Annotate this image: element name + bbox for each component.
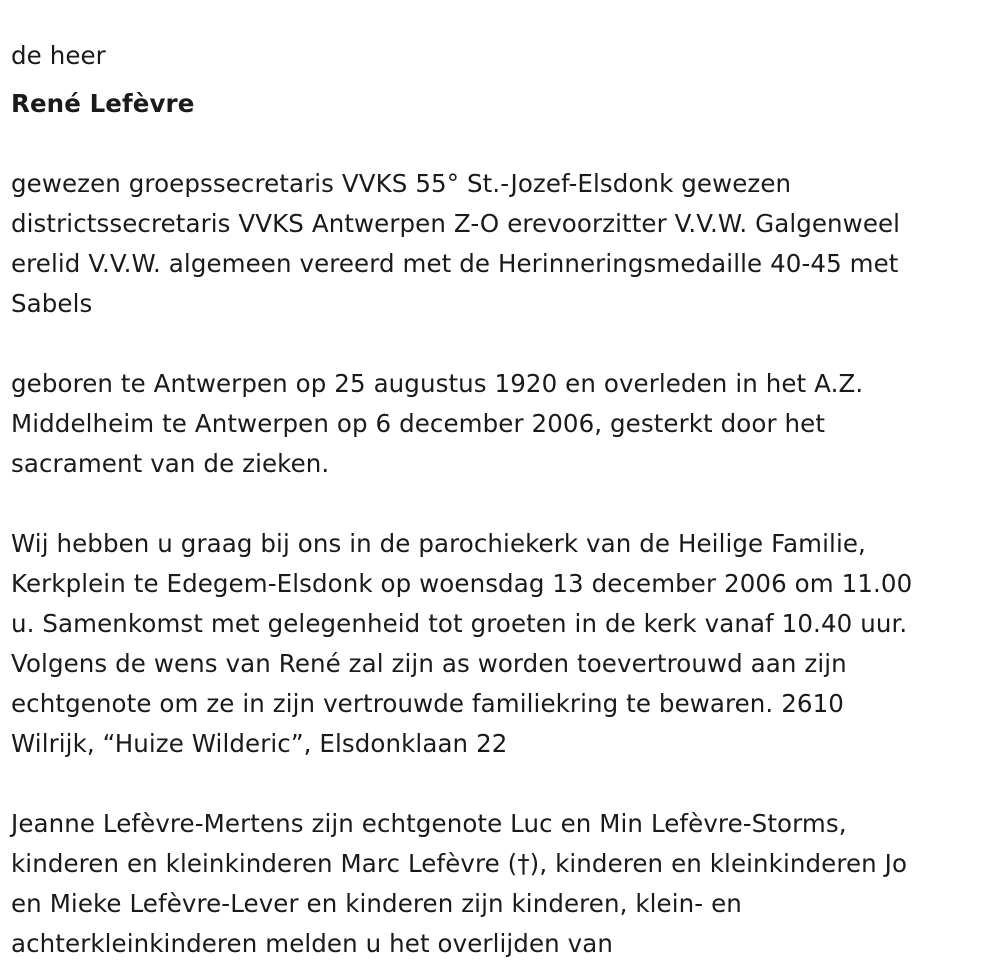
ceremony-line: Wij hebben u graag bij ons in de parochiekerk van de Heilige Familie, xyxy=(11,529,866,558)
ceremony-line: echtgenote om ze in zijn vertrouwde familiekring te bewaren. 2610 xyxy=(11,689,844,718)
birth-death-line: Middelheim te Antwerpen op 6 december 2006, gesterkt door het xyxy=(11,409,826,438)
functions-line: Sabels xyxy=(11,289,93,318)
family-line: Jeanne Lefèvre-Mertens zijn echtgenote Luc en Min Lefèvre-Storms, xyxy=(11,809,847,838)
birth-death-line: sacrament van de zieken. xyxy=(11,449,330,478)
functions-line: districtssecretaris VVKS Antwerpen Z-O erevoorzitter V.V.W. Galgenweel xyxy=(11,209,901,238)
ceremony-line: Kerkplein te Edegem-Elsdonk op woensdag 13 december 2006 om 11.00 xyxy=(11,569,913,598)
family-line: kinderen en kleinkinderen Marc Lefèvre (†), kinderen en kleinkinderen Jo xyxy=(11,849,908,878)
ceremony-line: Volgens de wens van René zal zijn as worden toevertrouwd aan zijn xyxy=(11,649,847,678)
functions-line: gewezen groepssecretaris VVKS 55° St.-Jozef-Elsdonk gewezen xyxy=(11,169,792,198)
deceased-name: René Lefèvre xyxy=(11,89,195,118)
family-line: achterkleinkinderen melden u het overlijden van xyxy=(11,929,613,958)
family-line: en Mieke Lefèvre-Lever en kinderen zijn kinderen, klein- en xyxy=(11,889,742,918)
birth-death-line: geboren te Antwerpen op 25 augustus 1920 en overleden in het A.Z. xyxy=(11,369,864,398)
ceremony-line: u. Samenkomst met gelegenheid tot groeten in de kerk vanaf 10.40 uur. xyxy=(11,609,908,638)
salutation: de heer xyxy=(11,41,106,70)
ceremony-line: Wilrijk, “Huize Wilderic”, Elsdonklaan 22 xyxy=(11,729,508,758)
functions-line: erelid V.V.W. algemeen vereerd met de Herinneringsmedaille 40-45 met xyxy=(11,249,899,278)
